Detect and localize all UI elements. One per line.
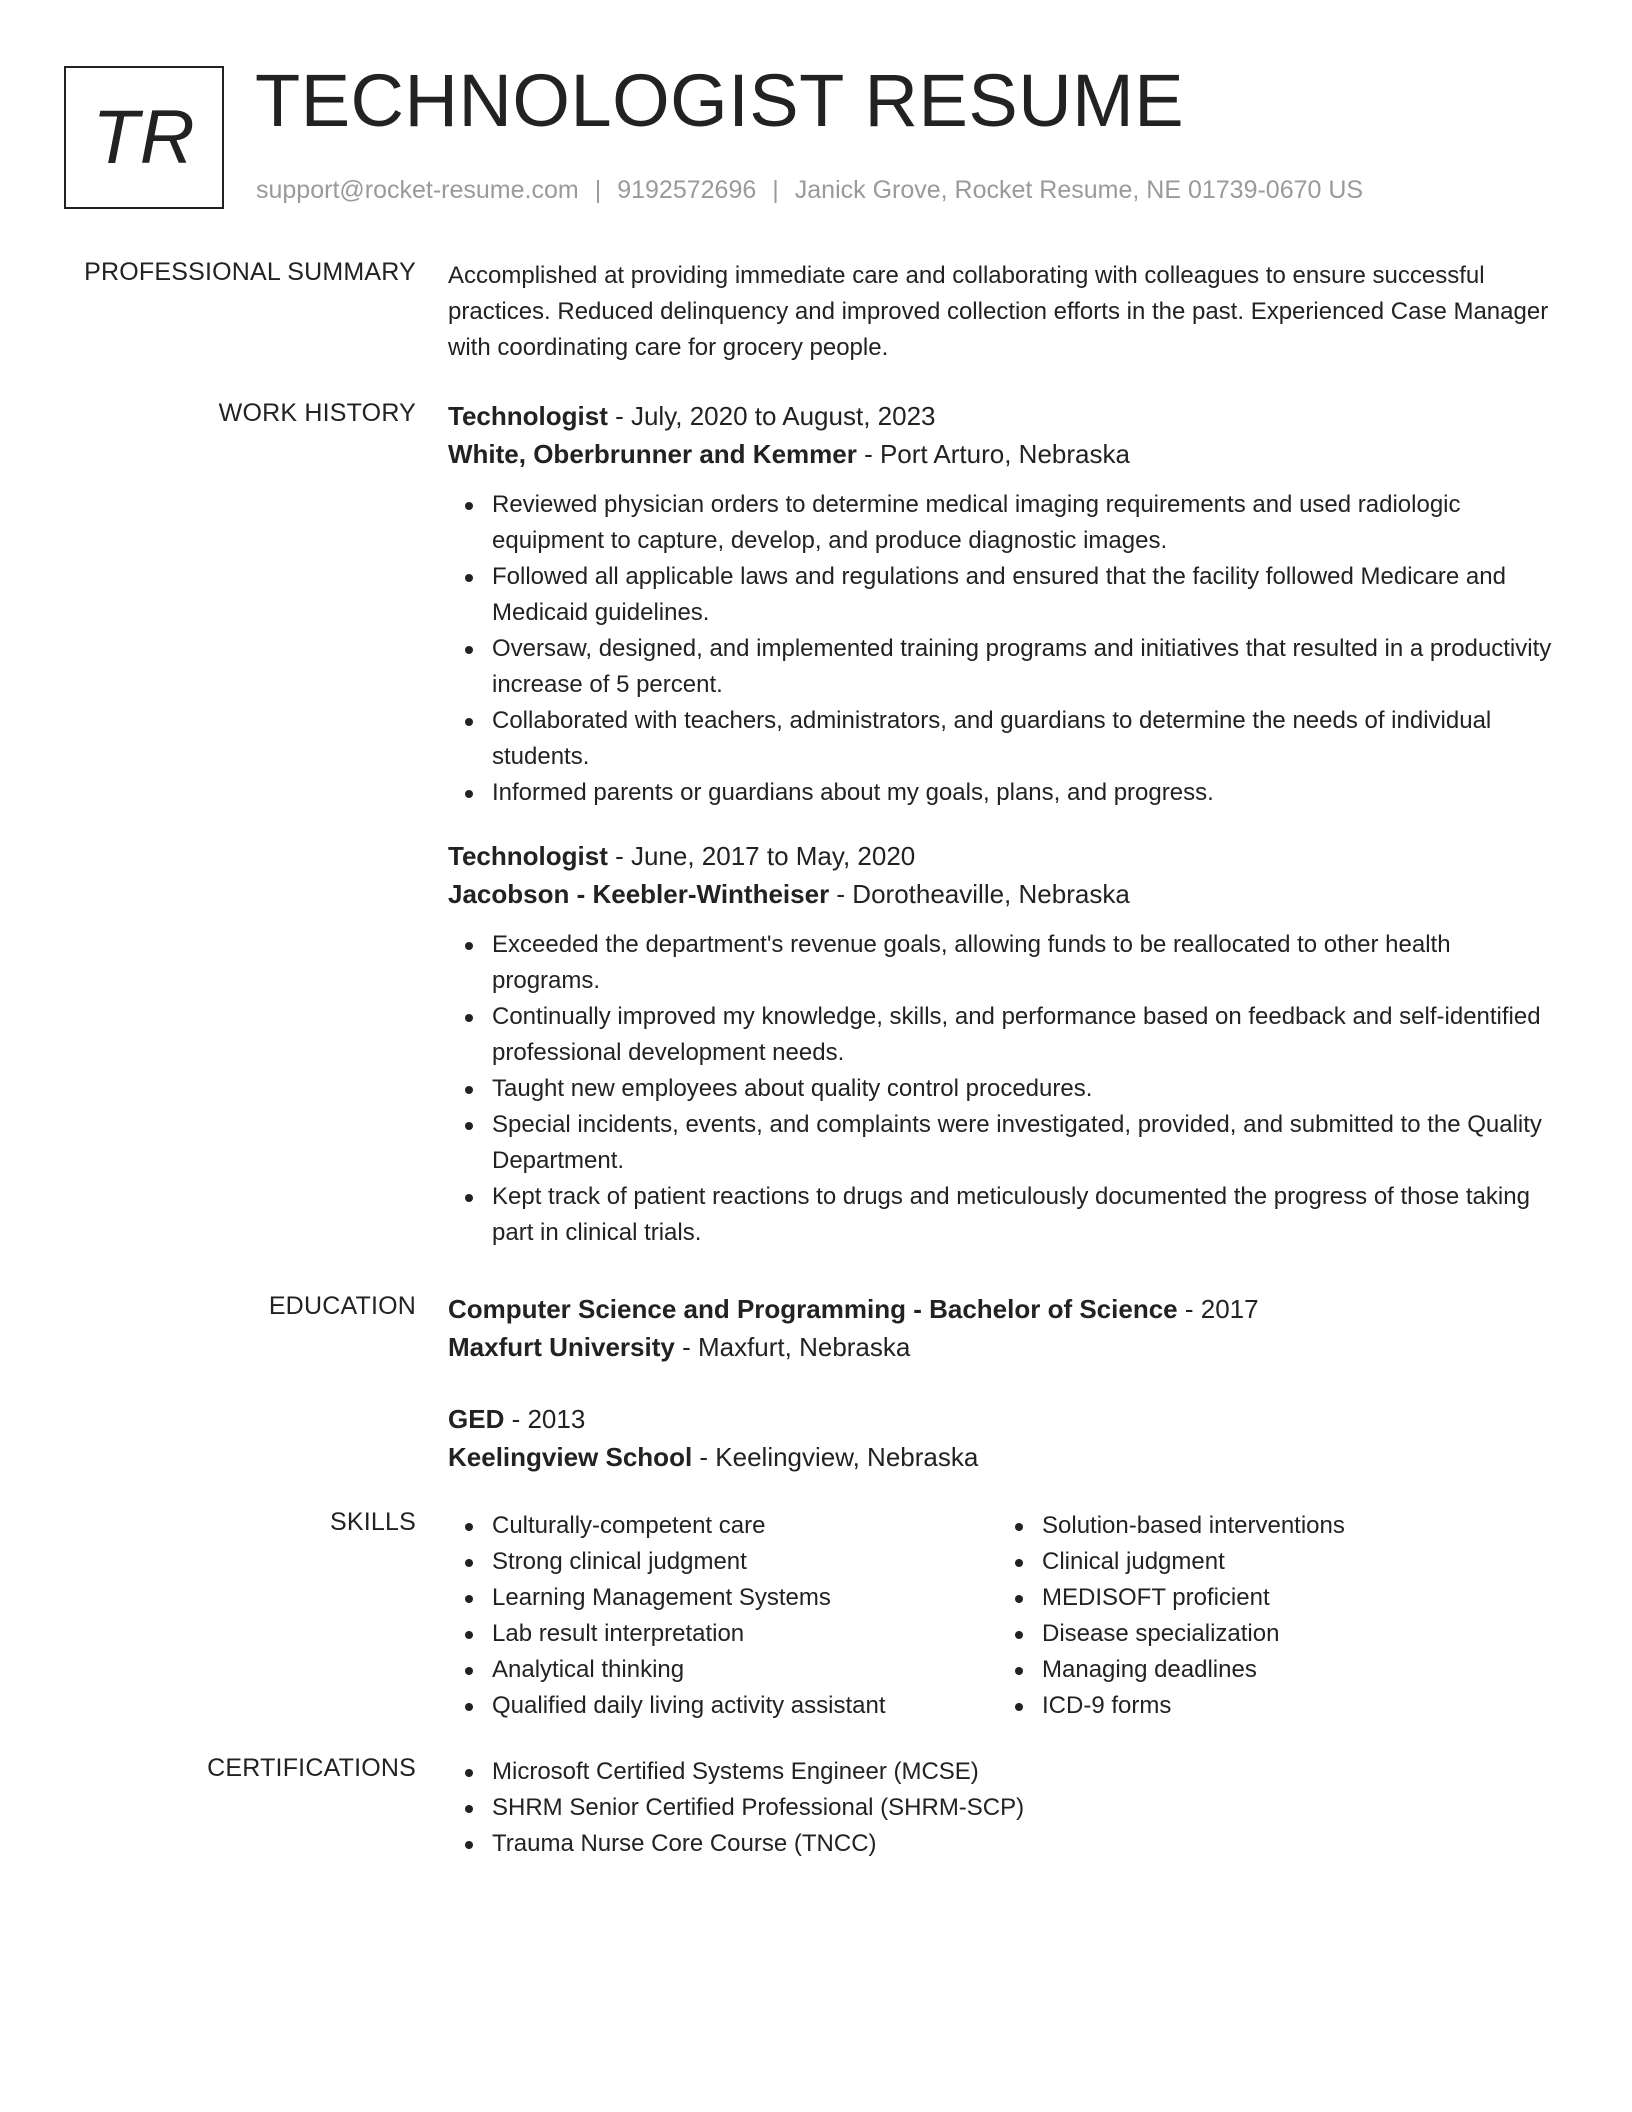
education-entry [448,1290,1560,1366]
job-company-line [448,435,1560,473]
list-item: Informed parents or guardians about my goals, plans, and progress. [448,775,1560,811]
skills-heading: SKILLS [330,1508,416,1536]
job-location: - Dorotheaville, Nebraska [829,879,1130,909]
education-body [448,1290,1560,1510]
education-school: Maxfurt University [448,1332,675,1362]
job-bullets [448,927,1560,1251]
skills-grid [448,1508,1560,1724]
list-item: Exceeded the department's revenue goals, allowing funds to be reallocated to other health programs. [448,927,1560,999]
list-item: Trauma Nurse Core Course (TNCC) [448,1826,1560,1862]
education-entry [448,1400,1560,1476]
list-item: MEDISOFT proficient [998,1580,1548,1616]
job-entry [448,837,1560,1251]
certifications-list [448,1754,1560,1862]
education-location: - Keelingview, Nebraska [692,1442,979,1472]
job-company: White, Oberbrunner and Kemmer [448,439,857,469]
list-item: Strong clinical judgment [448,1544,998,1580]
list-item: Kept track of patient reactions to drugs and meticulously documented the progress of those taking part in clinical trials. [448,1179,1560,1251]
list-item: Microsoft Certified Systems Engineer (MCSE) [448,1754,1560,1790]
page-title: TECHNOLOGIST RESUME [255,59,1185,142]
education-location: - Maxfurt, Nebraska [674,1332,911,1362]
skills-body [448,1508,1560,1724]
list-item: Taught new employees about quality control procedures. [448,1071,1560,1107]
education-school-line [448,1438,1560,1476]
job-entry [448,397,1560,811]
work-history-heading: WORK HISTORY [218,399,416,427]
list-item: Reviewed physician orders to determine medical imaging requirements and used radiologic equipment to capture, develop, and produce diagnostic images. [448,487,1560,559]
job-title: Technologist [448,401,608,431]
education-degree: Computer Science and Programming - Bachelor of Science [448,1294,1178,1324]
job-company-line [448,875,1560,913]
monogram-initials: TR [92,95,196,180]
skills-column-right [998,1508,1548,1724]
list-item: Clinical judgment [998,1544,1548,1580]
list-item: Solution-based interventions [998,1508,1548,1544]
list-item: Lab result interpretation [448,1616,998,1652]
contact-address: Janick Grove, Rocket Resume, NE 01739-0670 US [794,176,1364,204]
contact-separator: | [772,176,779,204]
job-bullets [448,487,1560,811]
list-item: Disease specialization [998,1616,1548,1652]
list-item: Managing deadlines [998,1652,1548,1688]
contact-phone: 9192572696 [617,176,757,204]
list-item: ICD-9 forms [998,1688,1548,1724]
certifications-body [448,1754,1560,1862]
skills-column-left [448,1508,998,1724]
job-dates: - July, 2020 to August, 2023 [607,401,936,431]
job-title-line [448,397,1560,435]
job-title-line [448,837,1560,875]
list-item: Learning Management Systems [448,1580,998,1616]
job-dates: - June, 2017 to May, 2020 [607,841,916,871]
monogram-box [64,66,224,209]
contact-separator: | [594,176,602,204]
job-company: Jacobson - Keebler-Wintheiser [448,879,830,909]
education-degree: GED [448,1404,505,1434]
education-school-line [448,1328,1560,1366]
list-item: Collaborated with teachers, administrators, and guardians to determine the needs of individual students. [448,703,1560,775]
list-item: Analytical thinking [448,1652,998,1688]
work-history-body [448,397,1560,1277]
summary-body [448,258,1560,366]
education-year: - 2013 [504,1404,586,1434]
education-year: - 2017 [1177,1294,1259,1324]
list-item: Oversaw, designed, and implemented training programs and initiatives that resulted in a productivity increase of 5 percent. [448,631,1560,703]
job-location: - Port Arturo, Nebraska [856,439,1130,469]
list-item: Special incidents, events, and complaints were investigated, provided, and submitted to the Quality Department. [448,1107,1560,1179]
skills-list [448,1508,998,1724]
summary-heading: PROFESSIONAL SUMMARY [84,258,416,286]
education-degree-line [448,1290,1560,1328]
education-heading: EDUCATION [268,1292,416,1320]
list-item: Culturally-competent care [448,1508,998,1544]
education-school: Keelingview School [448,1442,693,1472]
contact-line [256,176,1363,205]
list-item: Continually improved my knowledge, skills, and performance based on feedback and self-identified professional development needs. [448,999,1560,1071]
list-item: Followed all applicable laws and regulations and ensured that the facility followed Medicare and Medicaid guidelines. [448,559,1560,631]
job-title: Technologist [448,841,608,871]
certifications-heading: CERTIFICATIONS [207,1754,416,1782]
summary-text: Accomplished at providing immediate care and collaborating with colleagues to ensure successful practices. Reduced delinquency and improved collection efforts in the past. Experienced Case Manager with coordinating care for grocery people. [448,262,1549,361]
education-degree-line [448,1400,1560,1438]
skills-list [998,1508,1548,1724]
list-item: SHRM Senior Certified Professional (SHRM-SCP) [448,1790,1560,1826]
list-item: Qualified daily living activity assistant [448,1688,998,1724]
contact-email: support@rocket-resume.com [256,176,579,204]
